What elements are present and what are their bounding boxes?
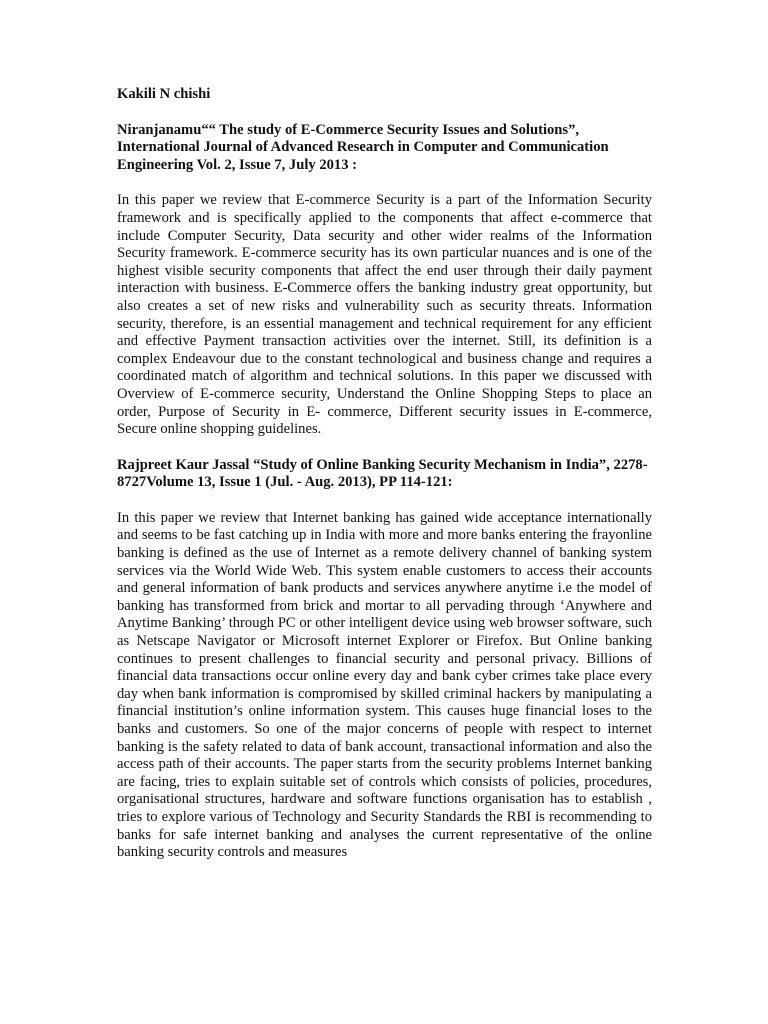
reference-heading-1: Niranjanamu““ The study of E-Commerce Security Issues and Solutions”, International Journal of Advanced Research in Computer and Communication Engineering Vol. 2, Issue 7, July 2013 : [117,121,609,173]
reference-heading-2: Rajpreet Kaur Jassal “Study of Online Banking Security Mechanism in India”, 2278-8727Volume 13, Issue 1 (Jul. - Aug. 2013), PP 114-121: [117,456,648,491]
document-page [117,86,652,880]
reference-abstract-2: In this paper we review that Internet banking has gained wide acceptance internationally and seems to be fast catching up in India with more and more banks entering the frayonline banking is defined as the use of Internet as a remote delivery channel of banking system services via the World Wide Web. This system enable customers to access their accounts and general information of bank products and services anywhere anytime i.e the model of banking has transformed from brick and mortar to all pervading through ‘Anywhere and Anytime Banking’ through PC or other intelligent device using web browser software, such as Netscape Navigator or Microsoft internet Explorer or Firefox. But Online banking continues to present challenges to financial security and personal privacy. Billions of financial data transactions occur online every day and bank cyber crimes take place every day when bank information is compromised by skilled criminal hackers by manipulating a financial institution’s online information system. This causes huge financial loses to the banks and customers. So one of the major concerns of people with respect to internet banking is the safety related to data of bank account, transactional information and also the access path of their accounts. The paper starts from the security problems Internet banking are facing, tries to explain suitable set of controls which consists of policies, procedures, organisational structures, hardware and software functions organisation has to establish , tries to explore various of Technology and Security Standards the RBI is recommending to banks for safe internet banking and analyses the current representative of the online banking security controls and measures [117,509,652,861]
author-heading: Kakili N chishi [117,86,211,102]
reference-abstract-1: In this paper we review that E-commerce Security is a part of the Information Security framework and is specifically applied to the components that affect e-commerce that include Computer Security, Data security and other wider realms of the Information Security framework. E-commerce security has its own particular nuances and is one of the highest visible security components that affect the end user through their daily payment interaction with business. E-Commerce offers the banking industry great opportunity, but also creates a set of new risks and vulnerability such as security threats. Information security, therefore, is an essential management and technical requirement for any efficient and effective Payment transaction activities over the internet. Still, its definition is a complex Endeavour due to the constant technological and business change and requires a coordinated match of algorithm and technical solutions. In this paper we discussed with Overview of E-commerce security, Understand the Online Shopping Steps to place an order, Purpose of Security in E- commerce, Different security issues in E-commerce, Secure online shopping guidelines. [117,192,652,438]
